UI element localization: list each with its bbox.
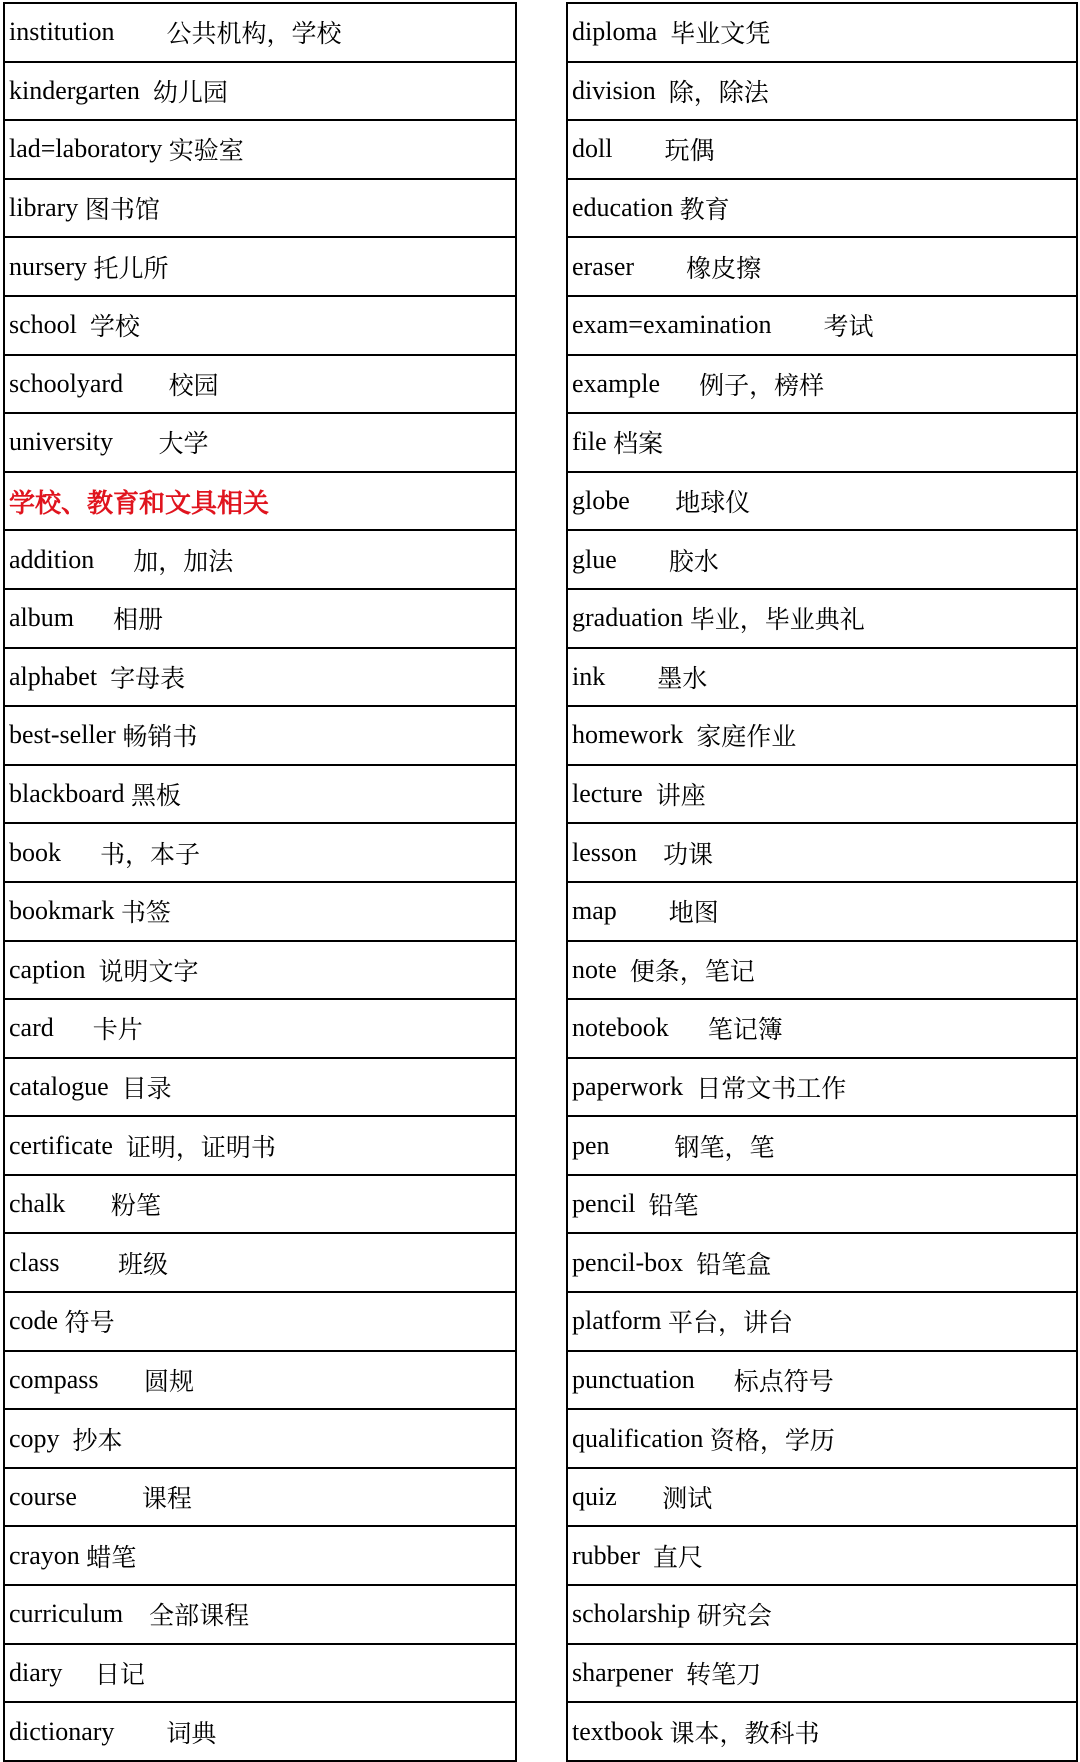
vocab-row xyxy=(5,649,515,708)
english-word: kindergarten xyxy=(9,75,140,105)
chinese-meaning: 档案 xyxy=(613,429,664,459)
word-spacing xyxy=(617,896,669,926)
english-word: eraser xyxy=(572,251,635,281)
chinese-meaning: 家庭作业 xyxy=(696,722,797,752)
vocab-row xyxy=(568,1586,1076,1645)
chinese-meaning: 图书馆 xyxy=(84,195,160,225)
chinese-meaning: 书签 xyxy=(120,898,171,928)
vocab-row xyxy=(568,1000,1076,1059)
english-word: pencil xyxy=(572,1189,636,1219)
english-word: course xyxy=(9,1482,77,1512)
chinese-meaning: 符号 xyxy=(64,1308,115,1338)
chinese-meaning: 功课 xyxy=(663,839,714,869)
english-word: diploma xyxy=(572,17,658,47)
word-spacing xyxy=(673,1658,686,1688)
vocab-row xyxy=(5,942,515,1001)
english-word: pen xyxy=(572,1130,610,1160)
english-word: catalogue xyxy=(9,1071,109,1101)
english-word: quiz xyxy=(572,1482,617,1512)
word-spacing xyxy=(612,134,664,164)
vocab-row xyxy=(5,1352,515,1411)
english-word: education xyxy=(572,193,674,223)
word-spacing xyxy=(636,1189,649,1219)
word-spacing xyxy=(669,1013,708,1043)
chinese-meaning: 考试 xyxy=(823,312,874,342)
vocab-row xyxy=(5,824,515,883)
english-word: rubber xyxy=(572,1540,640,1570)
word-spacing xyxy=(617,955,630,985)
word-spacing xyxy=(637,838,663,868)
word-spacing xyxy=(123,1599,149,1629)
vocab-row xyxy=(568,1117,1076,1176)
english-word: certificate xyxy=(9,1130,113,1160)
english-word: alphabet xyxy=(9,661,98,691)
vocab-row xyxy=(568,883,1076,942)
vocab-row xyxy=(5,1000,515,1059)
english-word: bookmark xyxy=(9,896,115,926)
vocab-row xyxy=(5,707,515,766)
english-word: platform xyxy=(572,1306,662,1336)
vocab-row xyxy=(568,238,1076,297)
chinese-meaning: 目录 xyxy=(121,1073,172,1103)
english-word: pencil-box xyxy=(572,1247,684,1277)
chinese-meaning: 大学 xyxy=(158,429,209,459)
vocab-row xyxy=(568,766,1076,825)
english-word: doll xyxy=(572,134,613,164)
chinese-meaning: 讲座 xyxy=(655,781,706,811)
english-word: notebook xyxy=(572,1013,669,1043)
word-spacing xyxy=(114,17,166,47)
english-word: graduation xyxy=(572,603,684,633)
english-word: curriculum xyxy=(9,1599,124,1629)
word-spacing xyxy=(683,720,696,750)
vocab-row xyxy=(5,121,515,180)
chinese-meaning: 便条，笔记 xyxy=(629,956,755,986)
chinese-meaning: 蜡笔 xyxy=(86,1542,137,1572)
chinese-meaning: 地图 xyxy=(668,898,719,928)
english-word: scholarship xyxy=(572,1599,691,1629)
word-spacing xyxy=(54,1013,93,1043)
english-word: best-seller xyxy=(9,720,116,750)
chinese-meaning: 橡皮擦 xyxy=(686,253,762,283)
chinese-meaning: 圆规 xyxy=(144,1366,195,1396)
english-word: nursery xyxy=(9,251,87,281)
chinese-meaning: 实验室 xyxy=(168,136,244,166)
english-word: album xyxy=(9,603,74,633)
english-word: class xyxy=(9,1247,60,1277)
chinese-meaning: 抄本 xyxy=(72,1425,123,1455)
english-word: school xyxy=(9,310,77,340)
vocab-row xyxy=(5,1293,515,1352)
vocab-row xyxy=(568,4,1076,63)
chinese-meaning: 平台，讲台 xyxy=(668,1308,794,1338)
word-spacing xyxy=(113,427,159,457)
vocab-row xyxy=(568,590,1076,649)
english-word: code xyxy=(9,1306,59,1336)
vocab-row xyxy=(5,238,515,297)
chinese-meaning: 公共机构，学校 xyxy=(166,19,342,49)
chinese-meaning: 测试 xyxy=(662,1484,713,1514)
chinese-meaning: 卡片 xyxy=(92,1015,143,1045)
english-word: ink xyxy=(572,661,606,691)
word-spacing xyxy=(634,252,686,282)
word-spacing xyxy=(683,1248,696,1278)
vocab-row xyxy=(5,4,515,63)
chinese-meaning: 校园 xyxy=(168,370,219,400)
english-word: addition xyxy=(9,544,95,574)
english-word: compass xyxy=(9,1364,99,1394)
vocab-row xyxy=(5,1117,515,1176)
english-word: note xyxy=(572,954,617,984)
word-spacing xyxy=(771,310,823,340)
english-word: crayon xyxy=(9,1540,80,1570)
vocab-row xyxy=(5,1234,515,1293)
chinese-meaning: 托儿所 xyxy=(93,253,169,283)
english-word: sharpener xyxy=(572,1657,674,1687)
chinese-meaning: 日常文书工作 xyxy=(696,1073,847,1103)
vocab-row xyxy=(568,63,1076,122)
vocab-table-right xyxy=(566,2,1078,1762)
chinese-meaning: 全部课程 xyxy=(149,1601,250,1631)
word-spacing xyxy=(109,1072,122,1102)
english-word: lecture xyxy=(572,779,643,809)
chinese-meaning: 钢笔，笔 xyxy=(674,1132,775,1162)
word-spacing xyxy=(617,545,669,575)
vocab-row xyxy=(568,649,1076,708)
word-spacing xyxy=(97,662,110,692)
word-spacing xyxy=(77,310,90,340)
vocab-row xyxy=(568,1059,1076,1118)
word-spacing xyxy=(113,1131,126,1161)
english-word: homework xyxy=(572,720,684,750)
english-word: card xyxy=(9,1013,54,1043)
vocab-row xyxy=(568,297,1076,356)
english-word: file xyxy=(572,427,607,457)
english-word: qualification xyxy=(572,1423,704,1453)
english-word: institution xyxy=(9,17,115,47)
english-word: lesson xyxy=(572,837,637,867)
word-spacing xyxy=(660,369,699,399)
vocab-row xyxy=(5,1645,515,1704)
vocab-row xyxy=(5,356,515,415)
word-spacing xyxy=(683,1072,696,1102)
english-word: division xyxy=(572,75,656,105)
chinese-meaning: 例子，榜样 xyxy=(699,370,825,400)
chinese-meaning: 畅销书 xyxy=(122,722,198,752)
chinese-meaning: 书，本子 xyxy=(100,839,201,869)
chinese-meaning: 铅笔 xyxy=(648,1191,699,1221)
word-spacing xyxy=(605,662,657,692)
chinese-meaning: 词典 xyxy=(166,1718,217,1748)
word-spacing xyxy=(65,1189,111,1219)
vocab-row xyxy=(5,590,515,649)
vocab-row xyxy=(568,356,1076,415)
vocab-row xyxy=(5,1586,515,1645)
chinese-meaning: 课本，教科书 xyxy=(669,1718,820,1748)
word-spacing xyxy=(77,1482,142,1512)
vocab-row xyxy=(568,414,1076,473)
word-spacing xyxy=(62,1658,95,1688)
chinese-meaning: 学校 xyxy=(89,312,140,342)
chinese-meaning: 铅笔盒 xyxy=(696,1249,772,1279)
chinese-meaning: 资格，学历 xyxy=(709,1425,835,1455)
vocab-table-left xyxy=(3,2,517,1762)
vocab-row xyxy=(5,1703,515,1762)
chinese-meaning: 毕业文凭 xyxy=(670,19,771,49)
vocab-row xyxy=(568,824,1076,883)
word-spacing xyxy=(140,76,153,106)
vocab-row xyxy=(568,1469,1076,1528)
vocab-row xyxy=(5,883,515,942)
word-spacing xyxy=(630,486,676,516)
word-spacing xyxy=(656,76,669,106)
chinese-meaning: 日记 xyxy=(94,1659,145,1689)
vocab-row xyxy=(568,1703,1076,1762)
english-word: book xyxy=(9,837,61,867)
chinese-meaning: 研究会 xyxy=(696,1601,772,1631)
word-spacing xyxy=(123,369,169,399)
chinese-meaning: 班级 xyxy=(118,1249,169,1279)
vocab-row xyxy=(5,414,515,473)
word-spacing xyxy=(99,1365,145,1395)
vocab-row xyxy=(568,1645,1076,1704)
chinese-meaning: 黑板 xyxy=(131,781,182,811)
vocab-row xyxy=(568,180,1076,239)
word-spacing xyxy=(60,1248,119,1278)
word-spacing xyxy=(695,1365,734,1395)
english-word: lad=laboratory xyxy=(9,134,163,164)
vocab-row xyxy=(568,1176,1076,1235)
word-spacing xyxy=(617,1482,663,1512)
english-word: blackboard xyxy=(9,779,125,809)
vocab-row xyxy=(568,1410,1076,1469)
english-word: globe xyxy=(572,486,630,516)
chinese-meaning: 除，除法 xyxy=(668,77,769,107)
vocab-row xyxy=(5,1176,515,1235)
vocab-row xyxy=(5,1469,515,1528)
english-word: exam=examination xyxy=(572,310,772,340)
chinese-meaning: 加，加法 xyxy=(133,546,234,576)
chinese-meaning: 教育 xyxy=(679,195,730,225)
vocab-row xyxy=(568,121,1076,180)
vocab-row xyxy=(5,1527,515,1586)
chinese-meaning: 相册 xyxy=(113,605,164,635)
english-word: university xyxy=(9,427,113,457)
english-word: example xyxy=(572,368,661,398)
chinese-meaning: 幼儿园 xyxy=(152,77,228,107)
english-word: schoolyard xyxy=(9,368,124,398)
english-word: glue xyxy=(572,544,617,574)
word-spacing xyxy=(94,545,133,575)
vocab-row xyxy=(5,1410,515,1469)
vocab-row xyxy=(568,1527,1076,1586)
word-spacing xyxy=(60,1424,73,1454)
vocab-row xyxy=(568,531,1076,590)
word-spacing xyxy=(657,17,670,47)
vocab-row xyxy=(568,473,1076,532)
vocab-row xyxy=(568,1234,1076,1293)
chinese-meaning: 墨水 xyxy=(657,663,708,693)
chinese-meaning: 玩偶 xyxy=(664,136,715,166)
english-word: paperwork xyxy=(572,1071,684,1101)
vocab-row xyxy=(5,1059,515,1118)
vocab-row xyxy=(568,707,1076,766)
vocab-row xyxy=(568,1352,1076,1411)
english-word: copy xyxy=(9,1423,60,1453)
chinese-meaning: 粉笔 xyxy=(110,1191,161,1221)
vocab-row xyxy=(5,63,515,122)
vocab-row xyxy=(568,942,1076,1001)
english-word: map xyxy=(572,896,617,926)
vocab-row xyxy=(5,180,515,239)
vocab-row xyxy=(5,766,515,825)
section-heading: 学校、教育和文具相关 xyxy=(5,473,515,532)
word-spacing xyxy=(610,1131,675,1161)
vocab-row xyxy=(5,297,515,356)
chinese-meaning: 说明文字 xyxy=(98,956,199,986)
english-word: dictionary xyxy=(9,1716,115,1746)
chinese-meaning: 笔记簿 xyxy=(707,1015,783,1045)
english-word: chalk xyxy=(9,1189,66,1219)
word-spacing xyxy=(640,1541,653,1571)
chinese-meaning: 地球仪 xyxy=(675,488,751,518)
chinese-meaning: 胶水 xyxy=(668,546,719,576)
word-spacing xyxy=(86,955,99,985)
chinese-meaning: 课程 xyxy=(141,1484,192,1514)
chinese-meaning: 字母表 xyxy=(110,663,186,693)
english-word: punctuation xyxy=(572,1364,695,1394)
word-spacing xyxy=(643,779,656,809)
vocab-row xyxy=(5,531,515,590)
word-spacing xyxy=(61,838,100,868)
english-word: library xyxy=(9,193,79,223)
chinese-meaning: 毕业，毕业典礼 xyxy=(689,605,865,635)
chinese-meaning: 标点符号 xyxy=(733,1366,834,1396)
english-word: diary xyxy=(9,1657,63,1687)
word-spacing xyxy=(114,1717,166,1747)
word-spacing xyxy=(74,603,113,633)
chinese-meaning: 直尺 xyxy=(652,1542,703,1572)
chinese-meaning: 转笔刀 xyxy=(686,1659,762,1689)
chinese-meaning: 证明，证明书 xyxy=(125,1132,276,1162)
vocab-row xyxy=(568,1293,1076,1352)
english-word: textbook xyxy=(572,1716,663,1746)
english-word: caption xyxy=(9,954,86,984)
